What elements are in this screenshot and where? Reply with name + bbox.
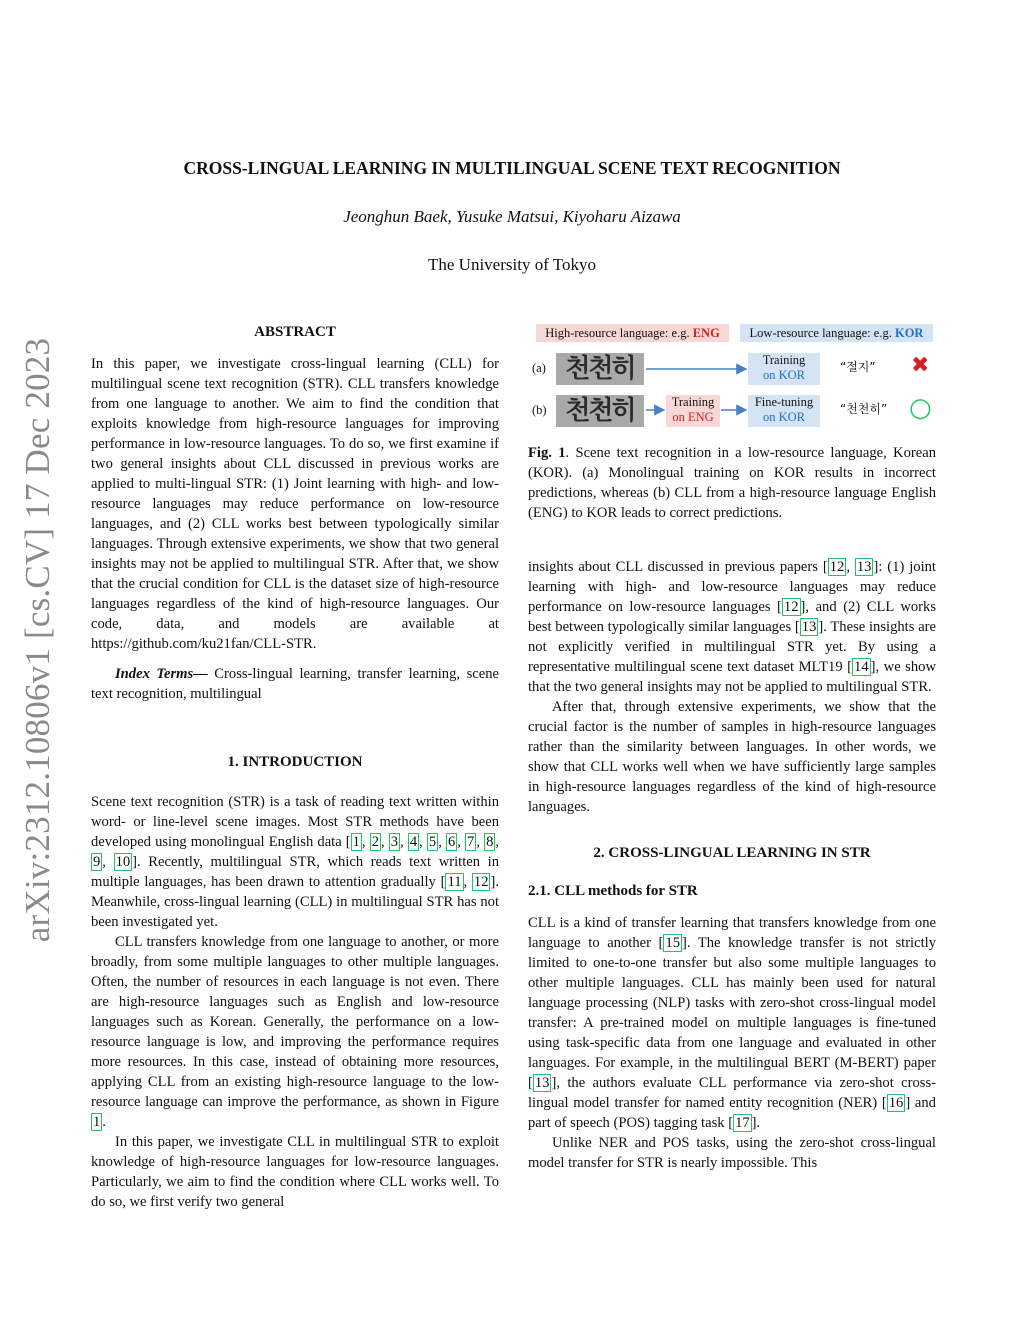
index-terms-label: Index Terms— (115, 666, 208, 682)
abstract-heading: ABSTRACT (254, 324, 336, 340)
figure-link[interactable]: 1 (93, 1114, 101, 1130)
figure-1-caption: Fig. 1. Scene text recognition in a low-resource language, Korean (KOR). (a) Monolingual training on KOR results in incorrect predictions, whereas (b) CLL from a high-resource language English (ENG) to KOR leads to correct predictions. (528, 445, 936, 521)
paper-title: CROSS-LINGUAL LEARNING IN MULTILINGUAL SCENE TEXT RECOGNITION (183, 158, 841, 178)
introduction-heading: 1. INTRODUCTION (227, 754, 363, 770)
citation-link[interactable]: 2 (371, 834, 380, 850)
intro-paragraph-2: CLL transfers knowledge from one language to another, or more broadly, from some multiple languages to other multiple languages. Often, the number of resources in each language is not even. There are high-resource languages such as English and low-resource languages such as Korean. Generally, the performance on a low-resource language is low, and improving the performance requires more resources. In this case, instead of obtaining more resources, applying CLL from an existing high-resource language to the low-resource language can improve the performance, as shown in Figure 1 . (91, 934, 499, 1130)
cll-methods-paragraph: CLL is a kind of transfer learning that transfers knowledge from one language to another [ 15 ]. The knowledge transfer is not strictly limited to one-to-one transfer but also some multiple languages to other multiple languages. CLL has mainly been used for natural language processing (NLP) tasks with zero-shot cross-lingual model transfer: A pre-trained model on multiple languages is fine-tuned using task-specific data from one language and evaluated in other languages. For example, in the multilingual BERT (M-BERT) paper [ 13 ], the authors evaluate CLL performance via zero-shot cross-lingual model transfer for named entity recognition (NER) [ 16 ] and part of speech (POS) tagging task [ 17 ]. (528, 915, 936, 1131)
section-2-heading: 2. CROSS-LINGUAL LEARNING IN STR (593, 845, 871, 861)
citation-link[interactable]: 14 (854, 659, 869, 675)
affiliation: The University of Tokyo (428, 255, 596, 274)
training-eng-box: Training on ENG (666, 395, 720, 427)
correct-mark-icon: ○ (909, 393, 932, 423)
citation-link[interactable]: 4 (409, 834, 418, 850)
citation-link[interactable]: 13 (534, 1075, 550, 1091)
citation-link[interactable]: 12 (473, 874, 489, 890)
low-resource-label: Low-resource language: e.g. KOR (740, 324, 933, 342)
citation-link[interactable]: 16 (888, 1095, 904, 1111)
prediction-a: “절지” (840, 360, 876, 374)
unlike-ner-paragraph: Unlike NER and POS tasks, using the zero-shot cross-lingual model transfer for STR is nearly impossible. This (528, 1135, 936, 1171)
citation-link[interactable]: 11 (447, 874, 462, 890)
wrong-mark-icon: ✖ (911, 353, 930, 378)
citation-link[interactable]: 17 (735, 1115, 750, 1131)
training-kor-box: Training on KOR (748, 353, 820, 385)
row-b-label: (b) (532, 403, 547, 417)
korean-word-image: 천천히 (556, 395, 644, 427)
citation-link[interactable]: 6 (447, 834, 456, 850)
subsection-2-1-heading: 2.1. CLL methods for STR (528, 883, 698, 899)
citation-link[interactable]: 13 (856, 559, 872, 575)
abstract-text: In this paper, we investigate cross-lingual learning (CLL) for multilingual scene text recognition (STR). CLL transfers knowledge from one language to another. We aim to find the condition that exploits knowledge from high-resource languages for improving performance in low-resource languages. To do so, we first examine if two general insights about CLL discussed in previous works are applied to multi-lingual STR: (1) Joint learning with high- and low-resource languages may reduce performance on low-resource languages, and (2) CLL works best between typologically similar languages. Through extensive experiments, we show that two general insights may not be applied to multilingual STR. After that, we show that the crucial condition for CLL is the dataset size of high-resource languages regardless of the kind of high-resource languages. Our code, data, and models are available at https://github.com/ku21fan/CLL-STR. (91, 356, 499, 652)
high-resource-label: High-resource language: e.g. ENG (536, 324, 729, 342)
prediction-b: “천천히” (840, 402, 888, 416)
after-that-paragraph: After that, through extensive experiments, we show that the crucial factor is the number of samples in high-resource languages rather than the similarity between languages. In other words, we show that CLL works well when we have sufficiently large samples in high-resource languages regardless of the kind of high-resource languages. (528, 699, 936, 815)
citation-link[interactable]: 12 (829, 559, 845, 575)
insights-paragraph: insights about CLL discussed in previous papers [ 12 , 13 ]: (1) joint learning with high- and low-resource languages may reduce performance on low-resource languages [ 12 ], and (2) CLL works best between typologically similar languages [ 13 ]. These insights are not explicitly verified in multilingual STR yet. By using a representative multilingual scene text dataset MLT19 [ 14 ], we show that the two general insights may not be applied to multilingual STR. (528, 559, 937, 695)
intro-paragraph-1: Scene text recognition (STR) is a task of reading text written within word- or line-level scene images. Most STR methods have been developed using monolingual English data [ 1 , 2 , 3 , 4 , 5 , 6 , 7 , 8 , 9 , 10 ]. Recently, multilingual STR, which reads text written in multiple languages, has been drawn to attention gradually [ 11 , 12 ]. Meanwhile, cross-lingual learning (CLL) in multilingual STR has not been investigated yet. (91, 794, 500, 930)
introduction-section (91, 752, 499, 1212)
citation-link[interactable]: 5 (428, 834, 437, 850)
index-terms (91, 664, 499, 704)
finetuning-kor-box: Fine-tuning on KOR (748, 395, 820, 427)
citation-link[interactable]: 9 (93, 854, 101, 870)
citation-link[interactable]: 1 (352, 834, 360, 850)
abstract-section (91, 322, 499, 704)
arxiv-identifier: arXiv:2312.10806v1 [cs.CV] 17 Dec 2023 (18, 337, 57, 943)
figure-1 (528, 320, 938, 435)
citation-link[interactable]: 13 (801, 619, 817, 635)
index-terms-text: Cross-lingual learning, transfer learning, scene text recognition, multilingual (91, 666, 499, 702)
right-column (528, 557, 936, 1173)
authors: Jeonghun Baek, Yusuke Matsui, Kiyoharu Aizawa (343, 207, 681, 226)
citation-link[interactable]: 8 (486, 834, 494, 850)
citation-link[interactable]: 7 (467, 834, 475, 850)
citation-link[interactable]: 3 (390, 834, 399, 850)
intro-paragraph-3: In this paper, we investigate CLL in multilingual STR to exploit knowledge of high-resource languages for low-resource languages. Particularly, we aim to find the condition where CLL works well. To do so, we first verify two general (91, 1134, 499, 1210)
row-a-label: (a) (532, 361, 546, 375)
citation-link[interactable]: 10 (115, 854, 131, 870)
korean-word-image: 천천히 (556, 353, 644, 385)
citation-link[interactable]: 15 (665, 935, 681, 951)
citation-link[interactable]: 12 (783, 599, 799, 615)
